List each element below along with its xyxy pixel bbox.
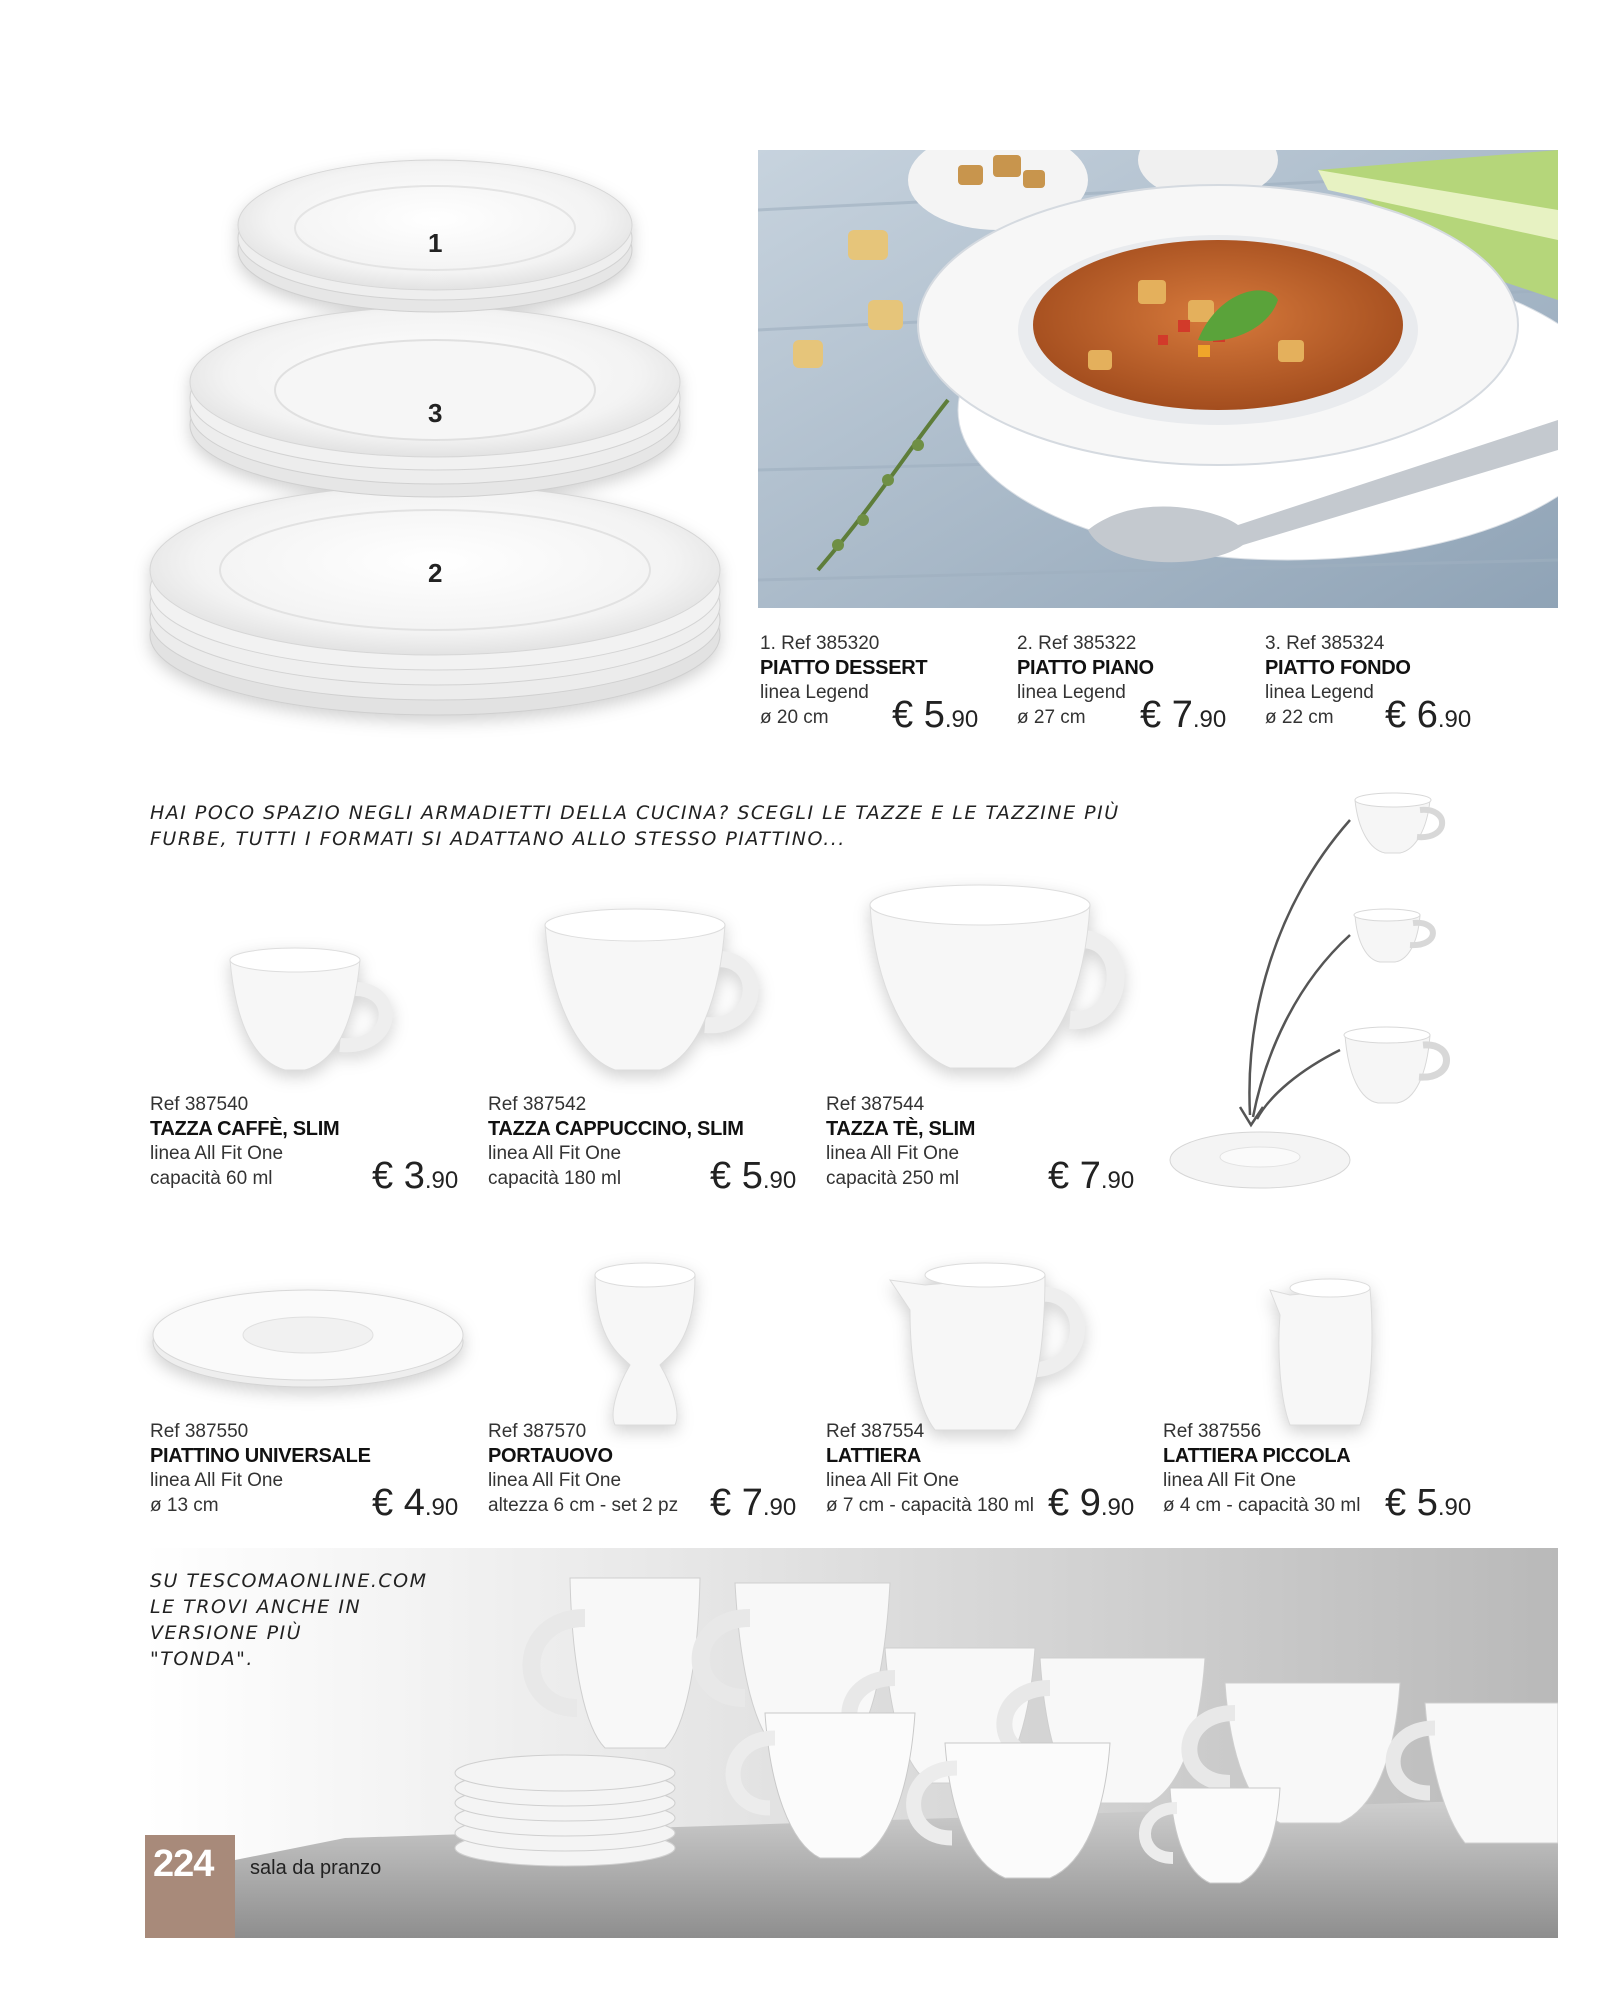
page-number: 224 <box>153 1843 214 1885</box>
saucer-image <box>148 1280 468 1395</box>
product-name: PIATTINO UNIVERSALE <box>150 1445 371 1467</box>
product-piattino-universale <box>150 1420 410 1518</box>
egg-cup-image <box>590 1260 700 1430</box>
product-ref: Ref 387550 <box>150 1421 249 1442</box>
product-size: capacità 60 ml <box>150 1168 273 1189</box>
product-size: ø 13 cm <box>150 1495 219 1516</box>
product-name: PORTAUOVO <box>488 1445 613 1467</box>
product-ref: 2. Ref 385322 <box>1017 633 1137 654</box>
price-tazza-cappuccino: € 5.90 <box>710 1155 797 1197</box>
product-line: linea All Fit One <box>488 1143 622 1164</box>
product-size: ø 4 cm - capacità 30 ml <box>1163 1495 1361 1516</box>
product-name: PIATTO FONDO <box>1265 657 1411 679</box>
product-tazza-te <box>826 1093 1086 1191</box>
price-lattiera: € 9.90 <box>1048 1482 1135 1524</box>
tagline <box>150 800 1120 852</box>
product-ref: 3. Ref 385324 <box>1265 633 1385 654</box>
promo-line-4: "TONDA". <box>150 1648 254 1670</box>
product-size: ø 7 cm - capacità 180 ml <box>826 1495 1035 1516</box>
product-ref: Ref 387540 <box>150 1094 249 1115</box>
product-size: ø 20 cm <box>760 707 829 728</box>
page-number-badge <box>145 1835 235 1938</box>
product-line: linea All Fit One <box>150 1470 284 1491</box>
product-portauovo <box>488 1420 718 1518</box>
tea-cup-image <box>865 880 1125 1085</box>
promo-line-2: LE TROVI ANCHE IN <box>150 1596 362 1618</box>
plate-label-2: 2 <box>428 558 443 588</box>
espresso-cup-image <box>225 945 405 1085</box>
product-ref: 1. Ref 385320 <box>760 633 880 654</box>
section-name: sala da pranzo <box>250 1857 382 1879</box>
price-portauovo: € 7.90 <box>710 1482 797 1524</box>
product-name: TAZZA CAPPUCCINO, SLIM <box>488 1118 744 1140</box>
product-size: capacità 250 ml <box>826 1168 960 1189</box>
price-tazza-caffe: € 3.90 <box>372 1155 459 1197</box>
small-milk-jug-image <box>1265 1270 1385 1430</box>
product-lattiera <box>826 1420 1056 1518</box>
cappuccino-cup-image <box>540 905 760 1085</box>
price-piatto-fondo: € 6.90 <box>1385 694 1472 736</box>
product-line: linea All Fit One <box>488 1470 622 1491</box>
promo-text <box>150 1568 428 1672</box>
soup-photo <box>758 150 1558 608</box>
product-line: linea All Fit One <box>1163 1470 1297 1491</box>
product-name: PIATTO PIANO <box>1017 657 1154 679</box>
dinner-plate-stack <box>150 485 720 715</box>
product-name: PIATTO DESSERT <box>760 657 928 679</box>
product-line: linea All Fit One <box>826 1143 960 1164</box>
product-name: LATTIERA <box>826 1445 921 1467</box>
product-name: TAZZA CAFFÈ, SLIM <box>150 1118 340 1140</box>
price-piatto-piano: € 7.90 <box>1140 694 1227 736</box>
product-ref: Ref 387544 <box>826 1094 925 1115</box>
promo-line-3: VERSIONE PIÙ <box>150 1622 303 1644</box>
product-size: ø 27 cm <box>1017 707 1086 728</box>
product-size: ø 22 cm <box>1265 707 1334 728</box>
promo-line-1: SU TESCOMAONLINE.COM <box>150 1570 428 1592</box>
fit-one-saucer-illustration <box>1165 785 1465 1195</box>
price-tazza-te: € 7.90 <box>1048 1155 1135 1197</box>
price-piattino-universale: € 4.90 <box>372 1482 459 1524</box>
product-ref: Ref 387542 <box>488 1094 587 1115</box>
product-line: linea All Fit One <box>150 1143 284 1164</box>
product-tazza-caffe <box>150 1093 410 1191</box>
product-name: TAZZA TÈ, SLIM <box>826 1118 976 1140</box>
product-ref: Ref 387554 <box>826 1421 925 1442</box>
product-line: linea Legend <box>1017 682 1126 703</box>
plate-label-3: 3 <box>428 398 443 428</box>
price-lattiera-piccola: € 5.90 <box>1385 1482 1472 1524</box>
product-ref: Ref 387570 <box>488 1421 587 1442</box>
product-line: linea All Fit One <box>826 1470 960 1491</box>
product-size: capacità 180 ml <box>488 1168 622 1189</box>
product-lattiera-piccola <box>1163 1420 1393 1518</box>
product-size: altezza 6 cm - set 2 pz <box>488 1495 679 1516</box>
price-piatto-dessert: € 5.90 <box>892 694 979 736</box>
product-line: linea Legend <box>760 682 869 703</box>
product-line: linea Legend <box>1265 682 1374 703</box>
product-ref: Ref 387556 <box>1163 1421 1262 1442</box>
milk-jug-image <box>885 1250 1095 1435</box>
plate-label-1: 1 <box>428 228 443 258</box>
tagline-line-1: HAI POCO SPAZIO NEGLI ARMADIETTI DELLA CUCINA? SCEGLI LE TAZZE E LE TAZZINE PIÙ <box>150 802 1120 824</box>
tagline-line-2: FURBE, TUTTI I FORMATI SI ADATTANO ALLO STESSO PIATTINO... <box>150 828 846 850</box>
product-name: LATTIERA PICCOLA <box>1163 1445 1351 1467</box>
